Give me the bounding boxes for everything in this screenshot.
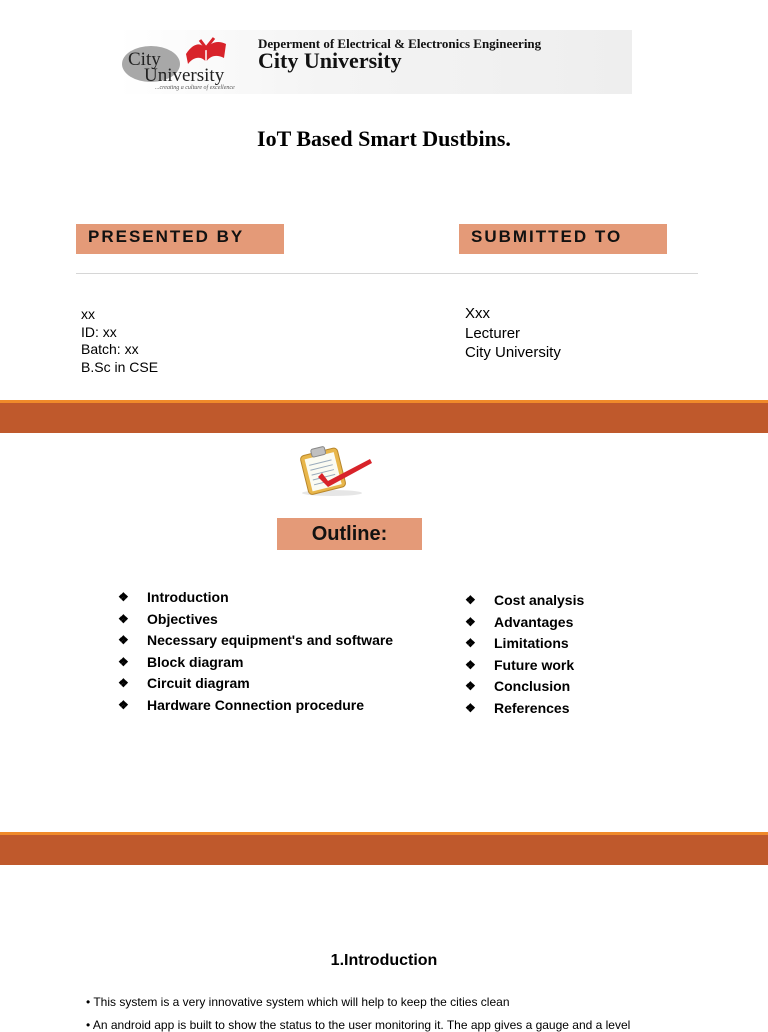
diamond-bullet-icon: ❖ bbox=[465, 679, 476, 693]
clipboard-check-icon bbox=[294, 443, 376, 497]
city-university-logo bbox=[120, 34, 255, 94]
outline-item-label: References bbox=[494, 699, 570, 716]
presenter-batch: Batch: xx bbox=[81, 341, 139, 357]
presenter-name: xx bbox=[81, 306, 95, 322]
list-item bbox=[465, 655, 584, 677]
university-name: City University bbox=[258, 48, 402, 73]
submitter-institution: City University bbox=[465, 344, 561, 361]
presenter-info bbox=[81, 306, 158, 376]
section-divider bbox=[76, 273, 698, 274]
submitter-name: Xxx bbox=[465, 305, 491, 322]
outline-heading: Outline: bbox=[277, 518, 422, 550]
introduction-bullet: • This system is a very innovative system which will help to keep the cities clean bbox=[86, 995, 510, 1009]
slide-separator-bar bbox=[0, 400, 768, 433]
list-item bbox=[118, 652, 393, 674]
slide-separator-bar bbox=[0, 832, 768, 865]
submitter-info bbox=[465, 304, 561, 363]
introduction-bullet: • An android app is built to show the status to the user monitoring it. The app gives a gauge and a level bbox=[86, 1018, 631, 1032]
logo-word-university: University bbox=[144, 65, 225, 86]
diamond-bullet-icon: ❖ bbox=[118, 633, 129, 647]
outline-item-label: Introduction bbox=[147, 589, 229, 605]
submitted-to-label: SUBMITTED TO bbox=[459, 224, 667, 254]
outline-list-right bbox=[465, 590, 584, 719]
outline-item-label: Hardware Connection procedure bbox=[147, 696, 365, 713]
document-title: IoT Based Smart Dustbins. bbox=[257, 126, 511, 151]
diamond-bullet-icon: ❖ bbox=[465, 700, 476, 715]
outline-item-label: Cost analysis bbox=[494, 592, 585, 608]
logo-tagline: ...creating a culture of excellence bbox=[155, 85, 235, 91]
diamond-bullet-icon: ❖ bbox=[118, 611, 129, 626]
outline-item-label: Circuit diagram bbox=[147, 675, 250, 691]
outline-item-label: Advantages bbox=[494, 613, 574, 630]
presenter-program: B.Sc in CSE bbox=[81, 358, 159, 375]
diamond-bullet-icon: ❖ bbox=[465, 657, 476, 672]
diamond-bullet-icon: ❖ bbox=[118, 590, 129, 604]
list-item bbox=[465, 676, 584, 698]
logo-word-city: City bbox=[128, 49, 161, 70]
submitter-title: Lecturer bbox=[465, 324, 521, 342]
presented-by-label: PRESENTED BY bbox=[76, 224, 284, 254]
introduction-heading: 1.Introduction bbox=[330, 952, 438, 969]
list-item bbox=[118, 609, 393, 631]
outline-item-label: Necessary equipment's and software bbox=[147, 632, 394, 648]
diamond-bullet-icon: ❖ bbox=[465, 636, 476, 650]
presenter-id: ID: xx bbox=[81, 323, 117, 340]
list-item bbox=[465, 590, 584, 612]
list-item bbox=[465, 698, 584, 720]
list-item bbox=[118, 630, 393, 652]
diamond-bullet-icon: ❖ bbox=[118, 676, 129, 690]
list-item bbox=[118, 587, 393, 609]
list-item bbox=[465, 633, 584, 655]
list-item bbox=[118, 673, 393, 695]
diamond-bullet-icon: ❖ bbox=[465, 593, 476, 607]
diamond-bullet-icon: ❖ bbox=[118, 697, 129, 712]
outline-item-label: Conclusion bbox=[494, 678, 571, 694]
outline-item-label: Block diagram bbox=[147, 653, 244, 670]
list-item bbox=[465, 612, 584, 634]
list-item bbox=[118, 695, 393, 717]
outline-item-label: Objectives bbox=[147, 610, 218, 627]
outline-item-label: Limitations bbox=[494, 635, 569, 651]
diamond-bullet-icon: ❖ bbox=[465, 614, 476, 629]
outline-list-left bbox=[118, 587, 393, 716]
open-book-logo-icon bbox=[184, 36, 228, 66]
diamond-bullet-icon: ❖ bbox=[118, 654, 129, 669]
department-name: Deperment of Electrical & Electronics Engineering bbox=[258, 36, 542, 51]
outline-item-label: Future work bbox=[494, 656, 575, 673]
